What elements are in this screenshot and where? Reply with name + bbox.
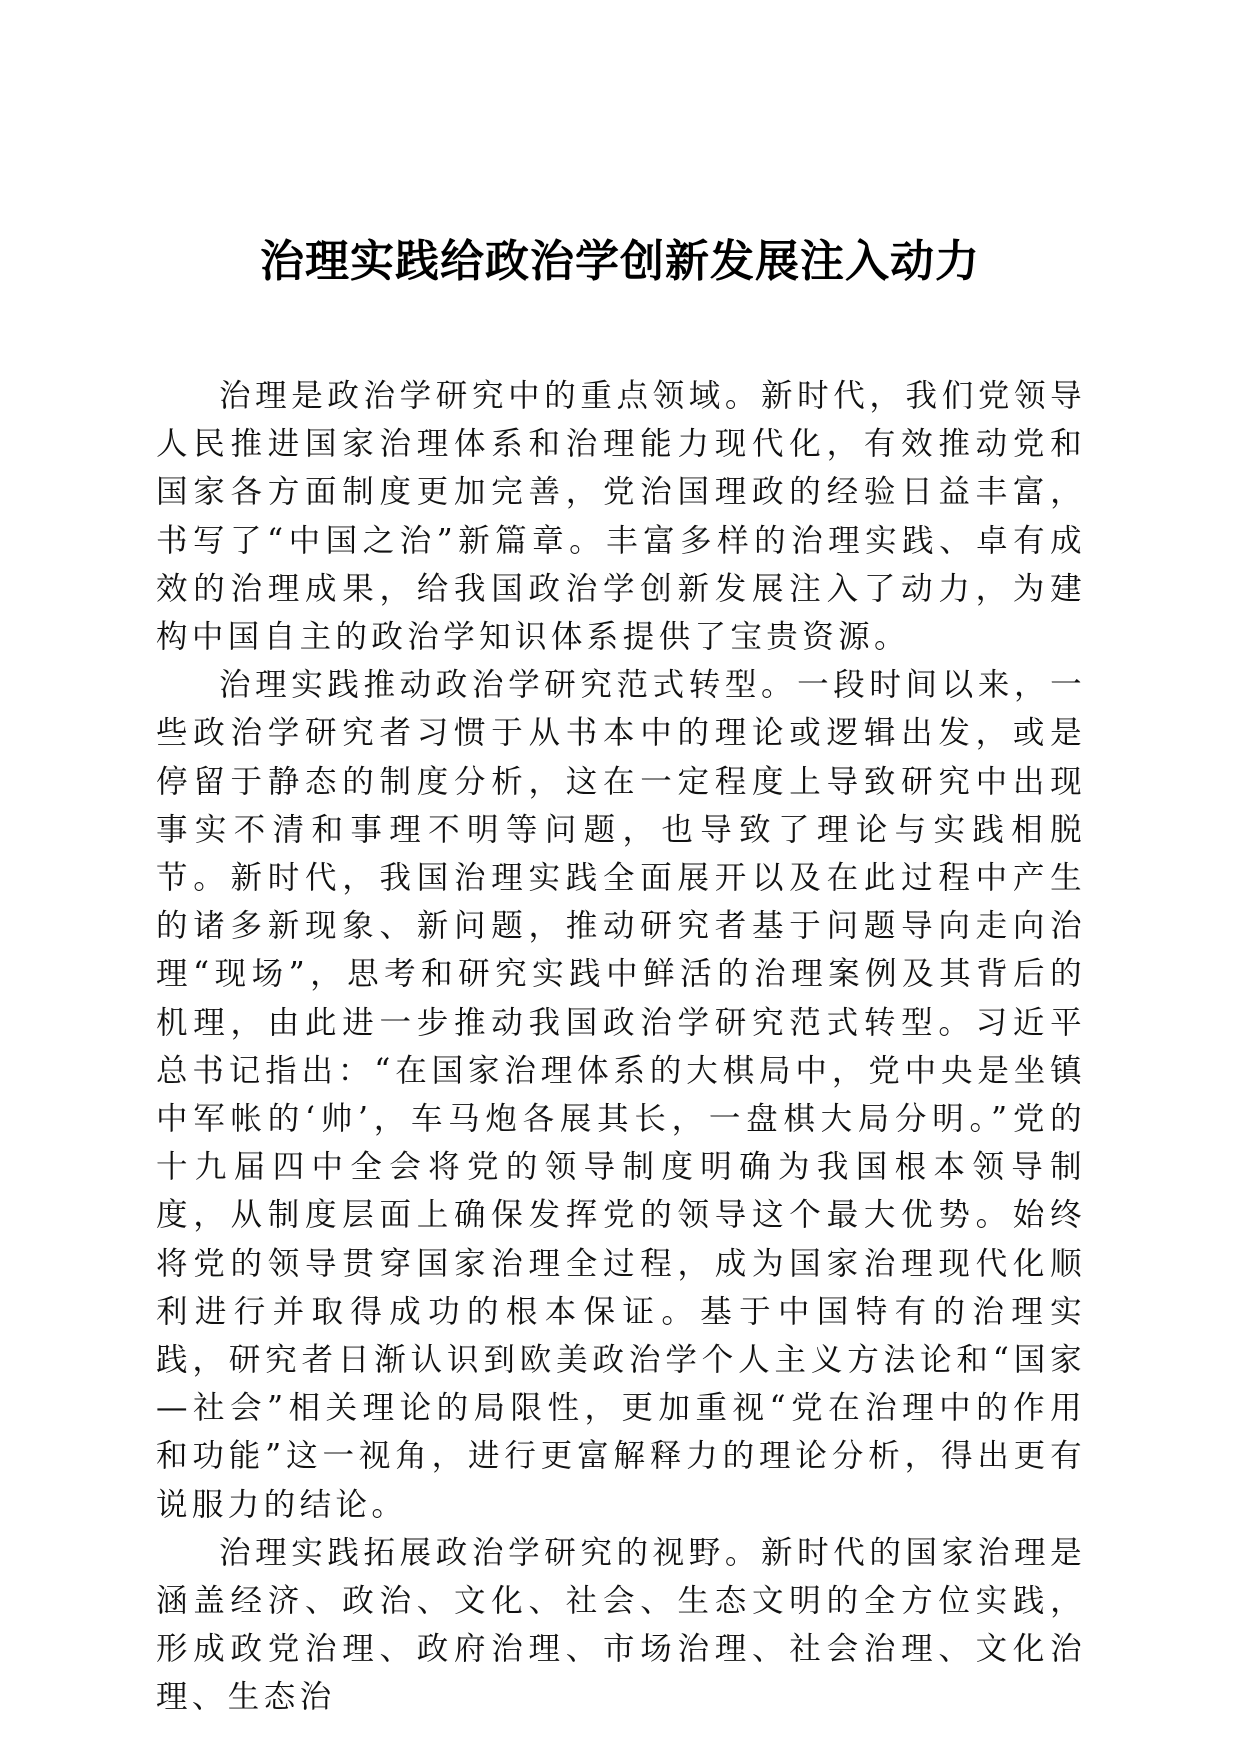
document-title: 治理实践给政治学创新发展注入动力 xyxy=(260,236,980,287)
paragraph-3: 治理实践拓展政治学研究的视野。新时代的国家治理是涵盖经济、政治、文化、社会、生态文明的全方位实践，形成政党治理、政府治理、市场治理、社会治理、文化治理、生态治 xyxy=(156,1534,1086,1716)
paragraph-1: 治理是政治学研究中的重点领域。新时代，我们党领导人民推进国家治理体系和治理能力现代化，有效推动党和国家各方面制度更加完善，党治国理政的经验日益丰富，书写了“中国之治”新篇章。丰富多样的治理实践、卓有成效的治理成果，给我国政治学创新发展注入了动力，为建构中国自主的政治学知识体系提供了宝贵资源。 xyxy=(156,378,1086,656)
document-body xyxy=(156,372,1086,1722)
paragraph-2: 治理实践推动政治学研究范式转型。一段时间以来，一些政治学研究者习惯于从书本中的理论或逻辑出发，或是停留于静态的制度分析，这在一定程度上导致研究中出现事实不清和事理不明等问题，也导致了理论与实践相脱节。新时代，我国治理实践全面展开以及在此过程中产生的诸多新现象、新问题，推动研究者基于问题导向走向治理“现场”，思考和研究实践中鲜活的治理案例及其背后的机理，由此进一步推动我国政治学研究范式转型。习近平总书记指出：“在国家治理体系的大棋局中，党中央是坐镇中军帐的‘帅’，车马炮各展其长，一盘棋大局分明。”党的十九届四中全会将党的领导制度明确为我国根本领导制度，从制度层面上确保发挥党的领导这个最大优势。始终将党的领导贯穿国家治理全过程，成为国家治理现代化顺利进行并取得成功的根本保证。基于中国特有的治理实践，研究者日渐认识到欧美政治学个人主义方法论和“国家—社会”相关理论的局限性，更加重视“党在治理中的作用和功能”这一视角，进行更富解释力的理论分析，得出更有说服力的结论。 xyxy=(156,667,1086,1523)
